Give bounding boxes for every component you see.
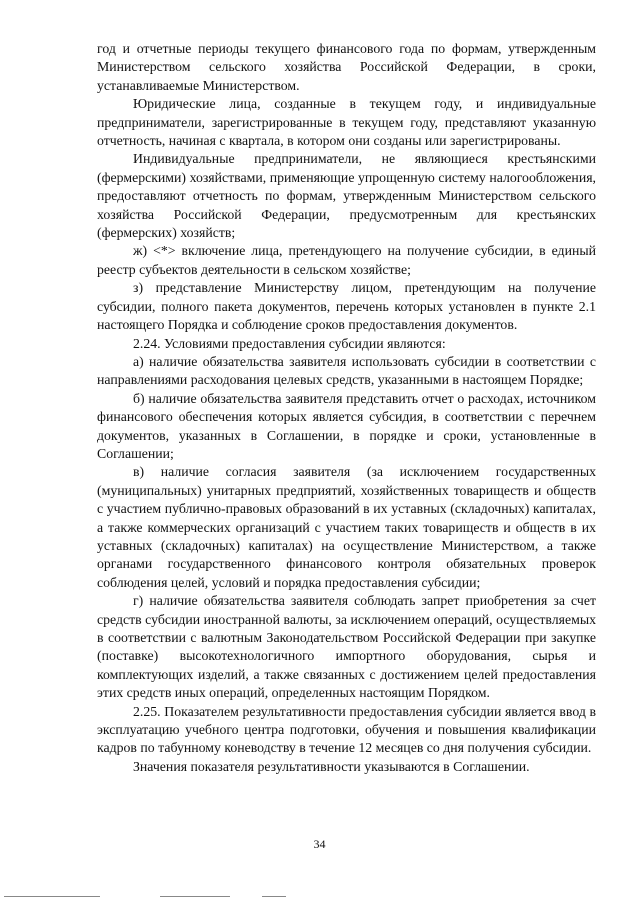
paragraph-item-b: б) наличие обязательства заявителя представить отчет о расходах, источником финансового обеспечения которых является субсидия, в соответствии с перечнем документов, указанных в Соглашении, в порядке и сроки, установленные в Соглашении; (97, 390, 596, 461)
paragraph-clause-2-24: 2.24. Условиями предоставления субсидии являются: (133, 335, 446, 351)
paragraph-indicator-values: Значения показателя результативности указываются в Соглашении. (133, 758, 530, 774)
document-page (97, 40, 596, 776)
paragraph-item-g: г) наличие обязательства заявителя соблюдать запрет приобретения за счет средств субсидии иностранной валюты, за исключением операций, осуществляемых в соответствии с валютным Законодательством Российской Федерации при закупке (поставке) высокотехнологичного импортного оборудования, сырья и комплектующих изделий, а также связанных с достижением целей предоставления этих средств иных операций, определенных настоящим Порядком. (97, 593, 596, 701)
page-number: 34 (313, 837, 326, 851)
scan-edge-line-center (160, 896, 230, 897)
paragraph-item-zh: ж) <*> включение лица, претендующего на получение субсидии, в единый реестр субъектов деятельности в сельском хозяйстве; (97, 243, 596, 277)
paragraph-new-entities-reporting: Юридические лица, созданные в текущем году, и индивидуальные предприниматели, зарегистрированные в текущем году, представляют указанную отчетность, начиная с квартала, в котором они созданы или зарегистрированы. (97, 96, 596, 149)
scan-edge-line-right (262, 896, 286, 897)
paragraph-item-a: а) наличие обязательства заявителя использовать субсидии в соответствии с направлениями расходования целевых средств, указанными в настоящем Порядке; (97, 353, 596, 388)
scan-edge-line-left (4, 896, 100, 897)
paragraph-continuation: год и отчетные периоды текущего финансового года по формам, утвержденным Министерством сельского хозяйства Российской Федерации, в сроки, устанавливаемые Министерством. (97, 41, 596, 93)
paragraph-clause-2-25: 2.25. Показателем результативности предоставления субсидии является ввод в эксплуатацию учебного центра подготовки, обучения и повышения квалификации кадров по табунному коневодству в течение 12 месяцев со дня получения субсидии. (97, 703, 596, 756)
paragraph-item-z: з) представление Министерству лицом, претендующим на получение субсидии, полного пакета документов, перечень которых установлен в пункте 2.1 настоящего Порядка и соблюдение сроков предоставления документов. (97, 280, 596, 333)
paragraph-item-v: в) наличие согласия заявителя (за исключением государственных (муниципальных) унитарных предприятий, хозяйственных товариществ и обществ с участием публично-правовых образований в их уставных (складочных) капиталах, а также коммерческих организаций с участием таких товариществ и обществ в их уставных (складочных) капиталах) на осуществление Министерством, а также органами государственного финансового контроля обязательных проверок соблюдения целей, условий и порядка предоставления субсидии; (97, 464, 596, 590)
paragraph-individual-entrepreneurs: Индивидуальные предприниматели, не являющиеся крестьянскими (фермерскими) хозяйствами, применяющие упрощенную систему налогообложения, предоставляют отчетность по формам, утвержденным Министерством сельского хозяйства Российской Федерации, предусмотренным для крестьянских (фермерских) хозяйств; (97, 151, 596, 241)
